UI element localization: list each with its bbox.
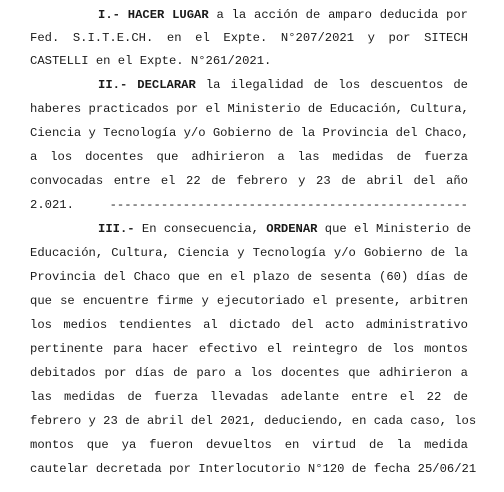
item2-numeral: II.- — [98, 78, 128, 92]
item2-text-l1: la ilegalidad de los descuentos de — [205, 78, 468, 92]
item3-text-l1b: que el Ministerio de — [324, 222, 472, 236]
item3-line7: debitados por días de paro a los docentes que adhirieron a — [30, 366, 468, 380]
item3-line4: que se encuentre firme y ejecutoriado el presente, arbitren — [30, 294, 468, 308]
item3-text-l1a: En consecuencia, — [141, 222, 259, 236]
item3-line10: montos que ya fueron devueltos en virtud de la medida — [30, 438, 468, 452]
item3-keyword: ORDENAR — [266, 222, 318, 236]
item2-line4: a los docentes que adhirieron a las medidas de fuerza — [30, 150, 468, 164]
item3-line2: Educación, Cultura, Ciencia y Tecnología y/o Gobierno de la — [30, 246, 468, 260]
item2-keyword: DECLARAR — [137, 78, 196, 92]
item2-line2: haberes practicados por el Ministerio de Educación, Cultura, — [30, 102, 469, 116]
item1-keyword: HACER LUGAR — [127, 8, 209, 22]
item1-numeral: I.- — [98, 8, 120, 22]
item3-line8: las medidas de fuerza llevadas adelante entre el 22 de — [30, 390, 468, 404]
item3-line9: febrero y 23 de abril del 2021, deduciendo, en cada caso, los — [30, 414, 477, 428]
item3-numeral: III.- — [98, 222, 135, 236]
item1-text-l1: a la acción de amparo deducida por — [216, 8, 468, 22]
item1-line3: CASTELLI en el Expte. N°261/2021. — [30, 54, 272, 68]
item3-line11: cautelar decretada por Interlocutorio N°120 de fecha 25/06/21 — [30, 462, 477, 476]
item3-line1 — [98, 222, 472, 236]
item2-line1 — [98, 78, 468, 92]
item1-line1 — [98, 8, 468, 22]
item2-line5: convocadas entre el 22 de febrero y 23 de abril del año — [30, 174, 468, 188]
item3-line3: Provincia del Chaco que en el plazo de sesenta (60) días de — [30, 270, 468, 284]
item2-line6: 2.021. ------------------------------------------------- — [30, 198, 468, 212]
item2-line3: Ciencia y Tecnología y/o Gobierno de la Provincia del Chaco, — [30, 126, 469, 140]
item1-line2: Fed. S.I.T.E.CH. en el Expte. N°207/2021 y por SITECH — [30, 31, 468, 45]
item3-line6: pertinente para hacer efectivo el reintegro de los montos — [30, 342, 468, 356]
item3-line5: los medios tendientes al dictado del acto administrativo — [30, 318, 468, 332]
